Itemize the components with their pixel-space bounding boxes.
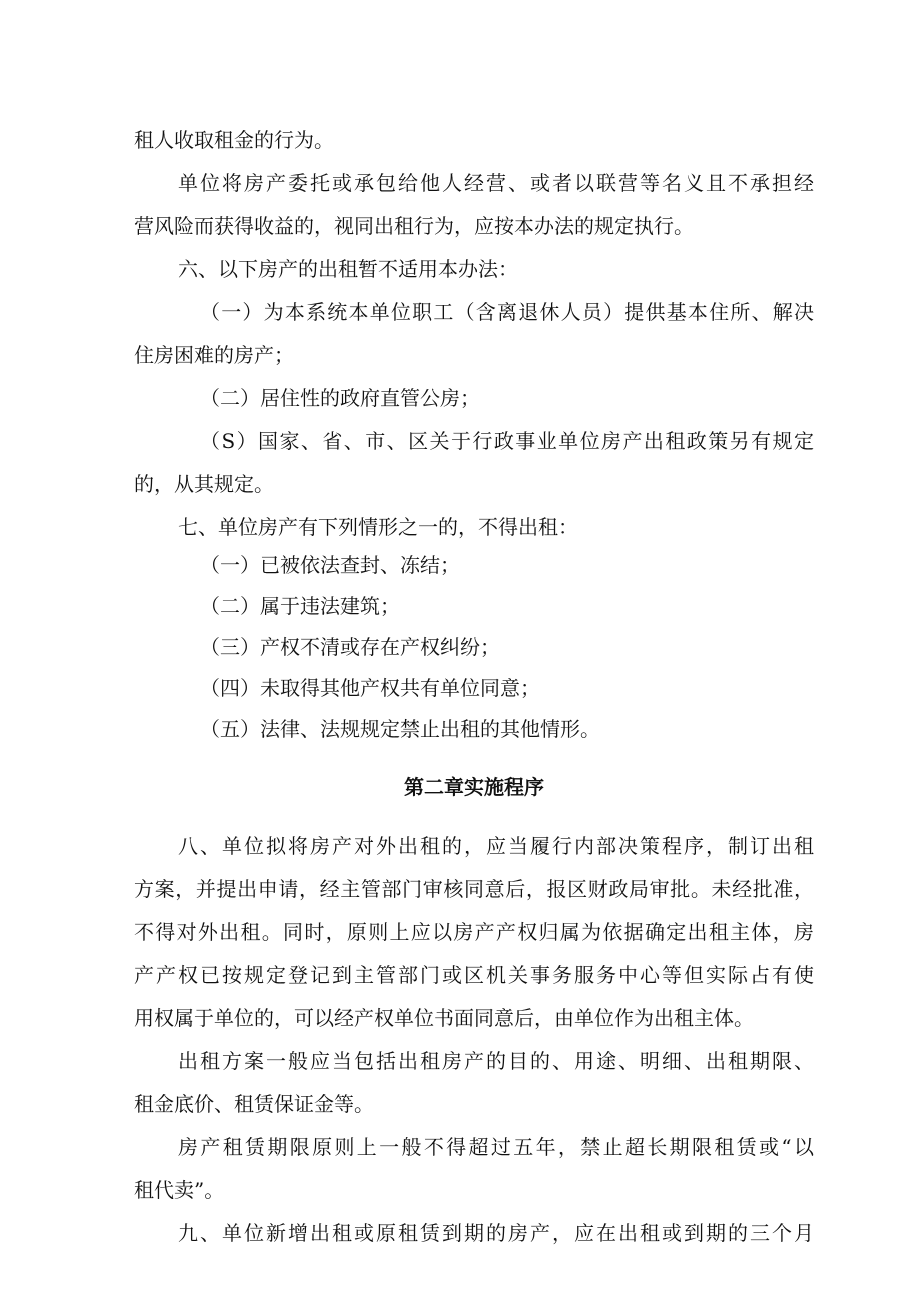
paragraph-line: 产产权已按规定登记到主管部门或区机关事务服务中心等但实际占有使 bbox=[134, 963, 814, 987]
paragraph-line: 租人收取租金的行为。 bbox=[134, 128, 334, 152]
list-item-line: 住房困难的房产； bbox=[134, 343, 294, 367]
list-item-line: 的，从其规定。 bbox=[134, 472, 274, 496]
paragraph-line: 租代卖”。 bbox=[134, 1178, 225, 1202]
list-item-line: （二）属于违法建筑； bbox=[200, 594, 400, 618]
list-item-line: （五）法律、法规规定禁止出租的其他情形。 bbox=[200, 717, 600, 741]
list-item-line: （四）未取得其他产权共有单位同意； bbox=[200, 676, 540, 700]
paragraph-line: 房产租赁期限原则上一般不得超过五年，禁止超长期限租赁或“以 bbox=[178, 1135, 814, 1159]
paragraph-line: 八、单位拟将房产对外出租的，应当履行内部决策程序，制订出租 bbox=[178, 834, 814, 858]
list-item-line: （二）居住性的政府直管公房； bbox=[200, 386, 480, 410]
paragraph-line: 单位将房产委托或承包给他人经营、或者以联营等名义且不承担经 bbox=[178, 171, 814, 195]
paragraph-line: 方案，并提出申请，经主管部门审核同意后，报区财政局审批。未经批准， bbox=[134, 877, 814, 901]
paragraph-line: 九、单位新增出租或原租赁到期的房产，应在出租或到期的三个月 bbox=[178, 1221, 814, 1245]
list-item-line: （S）国家、省、市、区关于行政事业单位房产出租政策另有规定 bbox=[200, 429, 814, 453]
paragraph-line: 不得对外出租。同时，原则上应以房产产权归属为依据确定出租主体，房 bbox=[134, 920, 814, 944]
paragraph-line: 用权属于单位的，可以经产权单位书面同意后，由单位作为出租主体。 bbox=[134, 1006, 754, 1030]
paragraph-line: 六、以下房产的出租暂不适用本办法： bbox=[178, 257, 518, 281]
list-item-line: （三）产权不清或存在产权纠纷； bbox=[200, 635, 500, 659]
list-item-line: （一）已被依法查封、冻结； bbox=[200, 553, 460, 577]
paragraph-line: 出租方案一般应当包括出租房产的目的、用途、明细、出租期限、 bbox=[178, 1049, 814, 1073]
paragraph-line: 七、单位房产有下列情形之一的，不得出租： bbox=[178, 515, 578, 539]
list-item-line: （一）为本系统本单位职工（含离退休人员）提供基本住所、解决 bbox=[200, 300, 814, 324]
paragraph-line: 营风险而获得收益的，视同出租行为，应按本办法的规定执行。 bbox=[134, 214, 694, 238]
paragraph-line: 租金底价、租赁保证金等。 bbox=[134, 1092, 374, 1116]
chapter-heading: 第二章实施程序 bbox=[404, 775, 544, 799]
